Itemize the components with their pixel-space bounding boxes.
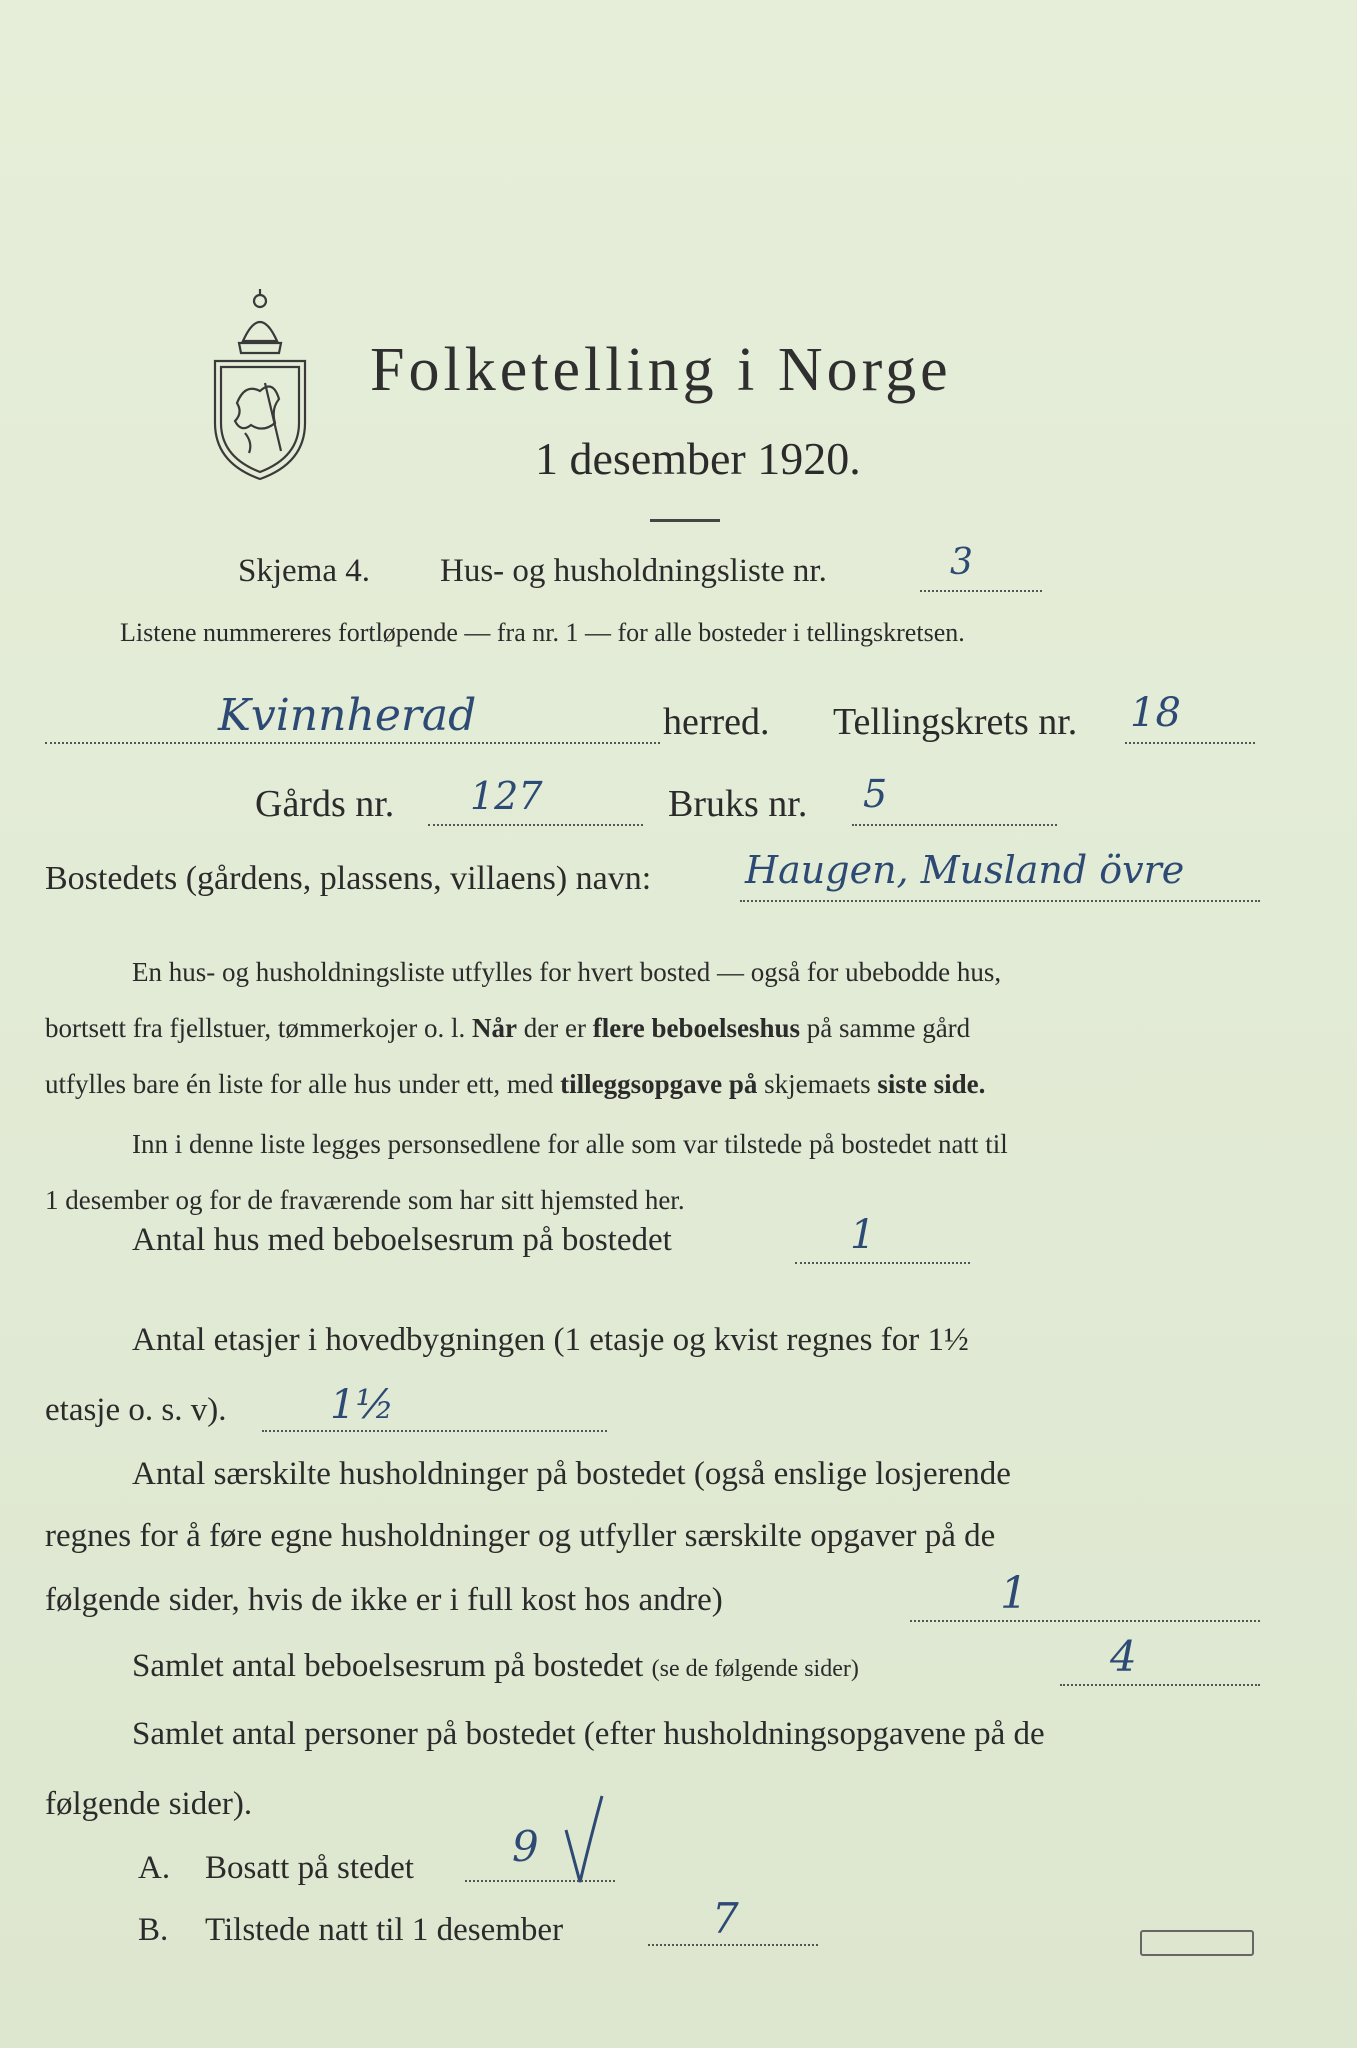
rum-field[interactable]: 4 <box>1110 1632 1137 1681</box>
bosatt-label: Bosatt på stedet <box>205 1850 414 1886</box>
instruction-line-2b: Når <box>472 1013 518 1043</box>
personer-line-1: Samlet antal personer på bostedet (efter husholdningsopgavene på de <box>132 1716 1045 1752</box>
bosted-label: Bostedets (gårdens, plassens, villaens) navn: <box>45 860 652 897</box>
herred-line <box>45 742 660 744</box>
instruction-line-3d: siste side. <box>877 1069 986 1099</box>
rum-line <box>1060 1684 1260 1686</box>
schema-label: Skjema 4. <box>238 553 370 589</box>
bosatt-line <box>465 1880 615 1882</box>
gards-line <box>428 824 643 826</box>
personer-line-2: følgende sider). <box>45 1786 253 1822</box>
gards-label: Gårds nr. <box>255 783 395 825</box>
etasjer-line-2: etasje o. s. v). <box>45 1392 227 1428</box>
printer-stamp <box>1140 1930 1254 1956</box>
instruction-line-3a: utfylles bare én liste for alle hus under ett, med <box>45 1069 554 1099</box>
tilstede-line <box>648 1944 818 1946</box>
coat-of-arms-icon <box>205 283 315 483</box>
etasjer-line <box>262 1430 607 1432</box>
instruction-line-2d: flere beboelseshus <box>592 1013 800 1043</box>
bosatt-field[interactable]: 9 <box>512 1822 539 1871</box>
checkmark-icon <box>560 1790 620 1890</box>
instruction-line-3c: skjemaets <box>764 1069 871 1099</box>
husholdninger-line-2: regnes for å føre egne husholdninger og utfyller særskilte opgaver på de <box>45 1518 996 1554</box>
rum-label-text: Samlet antal beboelsesrum på bostedet <box>132 1648 644 1684</box>
bosted-field[interactable]: Haugen, Musland övre <box>745 848 1185 892</box>
list-label: Hus- og husholdningsliste nr. <box>440 553 827 589</box>
form-title: Folketelling i Norge <box>370 336 952 404</box>
gards-field[interactable]: 127 <box>470 774 543 818</box>
bosted-line <box>740 900 1260 902</box>
tellingskrets-field[interactable]: 18 <box>1130 690 1181 736</box>
herred-label: herred. <box>663 701 770 743</box>
husholdninger-field[interactable]: 1 <box>1000 1568 1028 1619</box>
list-number-field[interactable]: 3 <box>950 542 973 583</box>
husholdninger-line-1: Antal særskilte husholdninger på bostedet (også enslige losjerende <box>132 1456 1011 1492</box>
bruks-line <box>852 824 1057 826</box>
instruction-line-2e: på samme gård <box>806 1013 971 1043</box>
hus-field[interactable]: 1 <box>850 1212 876 1258</box>
tilstede-letter: B. <box>138 1912 169 1948</box>
tilstede-label: Tilstede natt til 1 desember <box>205 1912 564 1948</box>
bruks-field[interactable]: 5 <box>863 772 888 816</box>
etasjer-line-1: Antal etasjer i hovedbygningen (1 etasje og kvist regnes for 1½ <box>132 1322 969 1358</box>
numbering-note: Listene nummereres fortløpende — fra nr. 1 — for alle bosteder i tellingskretsen. <box>120 618 965 647</box>
instruction-line-3 <box>45 1056 985 1112</box>
hus-line <box>795 1262 970 1264</box>
instruction-line-5: 1 desember og for de fraværende som har sitt hjemsted her. <box>45 1185 685 1215</box>
etasjer-field[interactable]: 1½ <box>330 1382 395 1428</box>
rum-label <box>132 1648 859 1685</box>
instruction-line-4: Inn i denne liste legges personsedlene for alle som var tilstede på bostedet natt til <box>132 1129 1008 1159</box>
list-number-line <box>920 590 1042 592</box>
instruction-line-2a: bortsett fra fjellstuer, tømmerkojer o. l. <box>45 1013 466 1043</box>
rum-note: (se de følgende sider) <box>651 1656 859 1682</box>
instruction-line-1: En hus- og husholdningsliste utfylles for hvert bosted — også for ubebodde hus, <box>132 957 1002 987</box>
instruction-line-2c: der er <box>523 1013 586 1043</box>
tellingskrets-label: Tellingskrets nr. <box>833 701 1078 743</box>
tilstede-field[interactable]: 7 <box>712 1894 739 1943</box>
husholdninger-line <box>910 1620 1260 1622</box>
tellingskrets-line <box>1125 742 1255 744</box>
herred-field[interactable]: Kvinnherad <box>218 690 477 741</box>
hus-label: Antal hus med beboelsesrum på bostedet <box>132 1222 672 1258</box>
bruks-label: Bruks nr. <box>668 783 808 825</box>
husholdninger-line-3: følgende sider, hvis de ikke er i full kost hos andre) <box>45 1582 723 1618</box>
census-date: 1 desember 1920. <box>535 433 861 484</box>
bosatt-letter: A. <box>138 1850 171 1886</box>
instruction-line-2 <box>45 1000 970 1056</box>
instruction-line-3b: tilleggsopgave på <box>560 1069 758 1099</box>
title-divider <box>650 519 720 522</box>
